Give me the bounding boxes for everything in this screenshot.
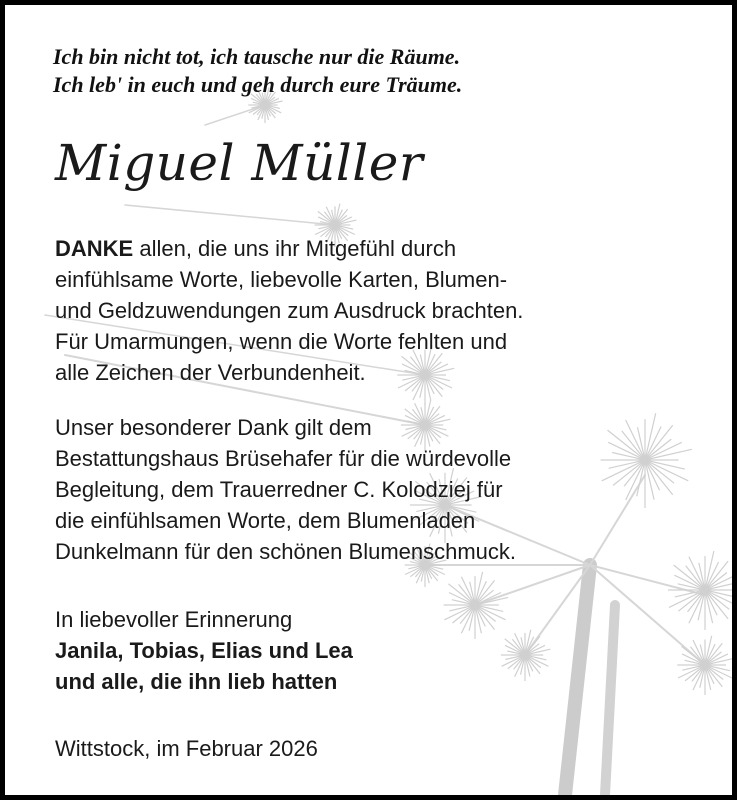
deceased-name: Miguel Müller [55,134,424,192]
memorial-quote [53,43,462,99]
signoff-intro: In liebevoller Erinnerung [55,607,293,632]
special-thanks-line: Bestattungshaus Brüsehafer für die würdevolle [55,446,512,471]
thanks-emphasis: DANKE [55,236,134,261]
thanks-line [55,233,523,264]
thanks-line: und Geldzuwendungen zum Ausdruck brachten. [55,298,524,323]
thanks-line: alle Zeichen der Verbundenheit. [55,360,366,385]
special-thanks-paragraph [55,412,516,567]
special-thanks-line: Dunkelmann für den schönen Blumenschmuck. [55,539,517,564]
thanks-paragraph [55,233,523,388]
notice-content [5,5,732,795]
signoff-others: und alle, die ihn lieb hatten [55,669,338,694]
thanks-line: einfühlsame Worte, liebevolle Karten, Blumen- [55,267,508,292]
thanks-line: Für Umarmungen, wenn die Worte fehlten und [55,329,508,354]
signoff-family: Janila, Tobias, Elias und Lea [55,638,353,663]
special-thanks-line: die einfühlsamen Worte, dem Blumenladen [55,508,476,533]
special-thanks-line: Begleitung, dem Trauerredner C. Kolodziej für [55,477,503,502]
special-thanks-line: Unser besonderer Dank gilt dem [55,415,372,440]
quote-line: Ich bin nicht tot, ich tausche nur die Räume. [53,44,461,69]
thanks-line-rest: allen, die uns ihr Mitgefühl durch [133,236,457,261]
quote-line: Ich leb' in euch und geh durch eure Träume. [53,72,463,97]
signoff-block [55,604,353,697]
place-date: Wittstock, im Februar 2026 [55,736,318,761]
